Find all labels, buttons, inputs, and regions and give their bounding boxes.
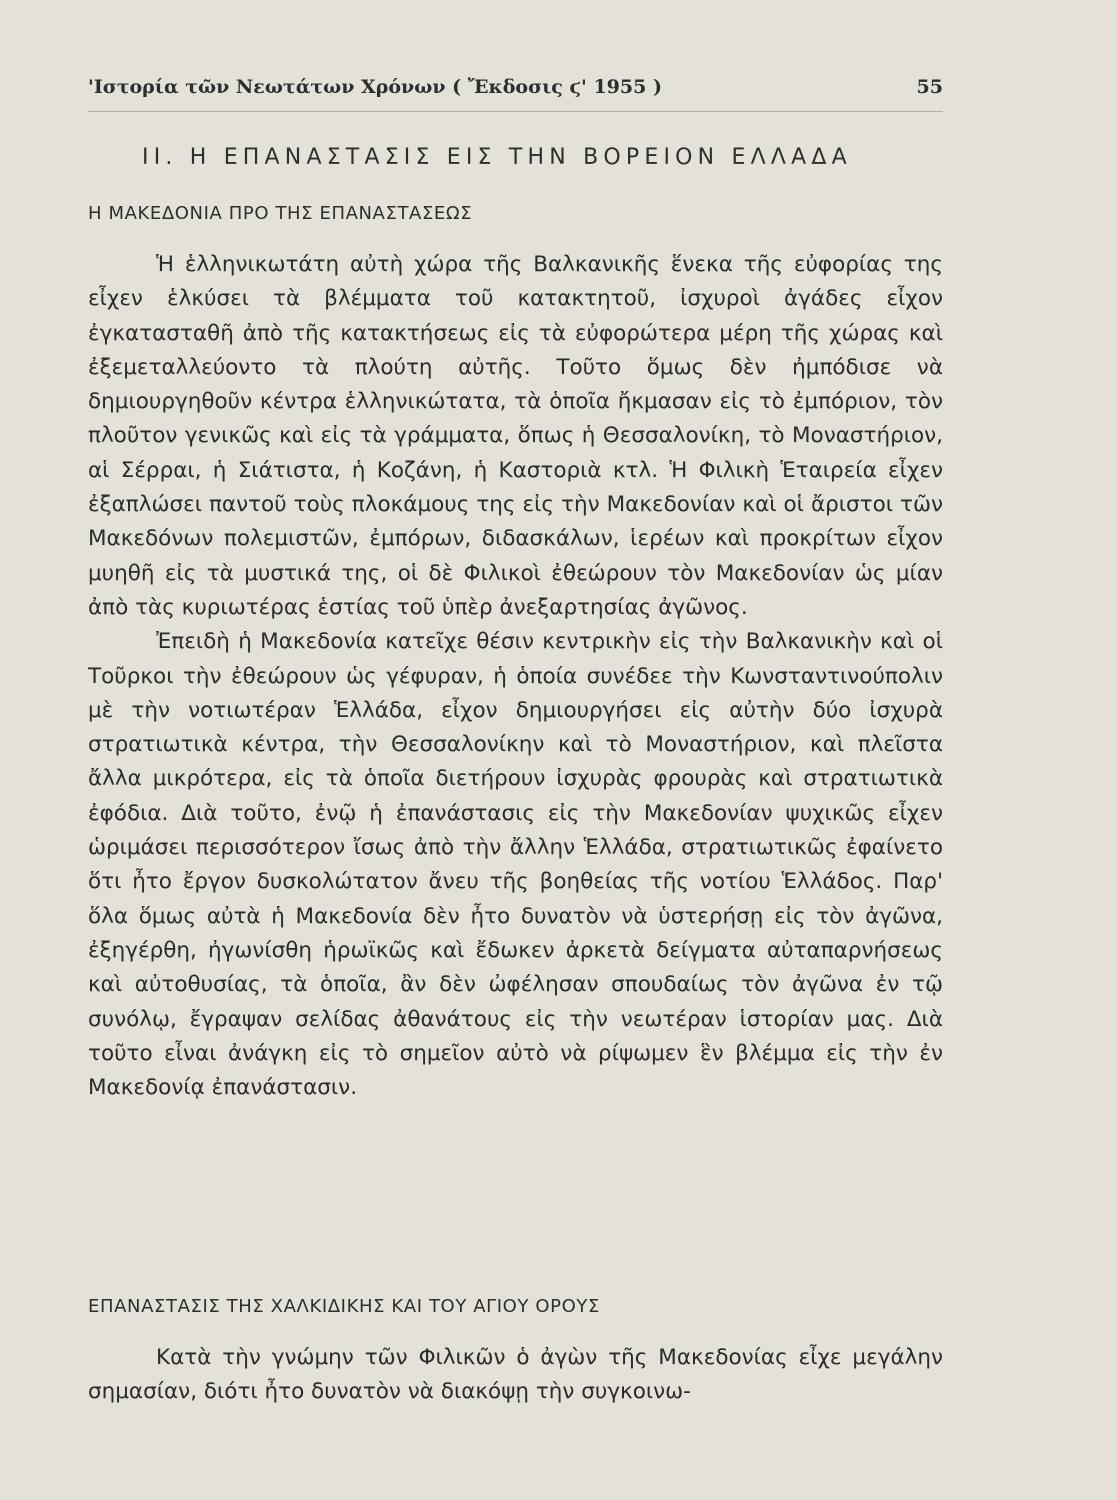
section-heading-macedonia: Η ΜΑΚΕΔΟΝΙΑ ΠΡΟ ΤΗΣ ΕΠΑΝΑΣΤΑΣΕΩΣ [88,203,473,224]
paragraph: Κατὰ τὴν γνώμην τῶν Φιλικῶν ὁ ἀγὼν τῆς Μακεδονίας εἶχε μεγάλην σημασίαν, διότι ἦτο δυνατὸν νὰ διακόψῃ τὴν συγκοινω- [88,1345,943,1405]
running-title: 'Ιστορία τῶν Νεωτάτων Χρόνων ( Ἔκδοσις ϛ' 1955 ) [88,76,662,98]
section-body-macedonia [88,248,943,1105]
page-number: 55 [916,76,943,98]
running-head [88,76,943,106]
section-heading-chalkidiki: ΕΠΑΝΑΣΤΑΣΙΣ ΤΗΣ ΧΑΛΚΙΔΙΚΗΣ ΚΑΙ ΤΟΥ ΑΓΙΟΥ ΟΡΟΥΣ [88,1296,600,1317]
header-divider [88,111,943,112]
section-body-chalkidiki [88,1341,943,1410]
paragraph: Ἐπειδὴ ἡ Μακεδονία κατεῖχε θέσιν κεντρικὴν εἰς τὴν Βαλκανικὴν καὶ οἱ Τοῦρκοι τὴν ἐθεώρουν ὡς γέφυραν, ἡ ὁποία συνέδεε τὴν Κωνσταντινούπολιν μὲ τὴν νοτιωτέραν Ἑλλάδα, εἶχον δημιουργήσει εἰς αὐτὴν δύο ἰσχυρὰ στρατιωτικὰ κέντρα, τὴν Θεσσαλονίκην καὶ τὸ Μοναστήριον, καὶ πλεῖστα ἄλλα μικρότερα, εἰς τὰ ὁποῖα διετήρουν ἰσχυρὰς φρουρὰς καὶ στρατιωτικὰ ἐφόδια. Διὰ τοῦτο, ἐνῷ ἡ ἐπανάστασις εἰς τὴν Μακεδονίαν ψυχικῶς εἶχεν ὡριμάσει περισσότερον ἴσως ἀπὸ τὴν ἄλλην Ἑλλάδα, στρατιωτικῶς ἐφαίνετο ὅτι ἦτο ἔργον δυσκολώτατον ἄνευ τῆς βοηθείας τῆς νοτίου Ἑλλάδος. Παρ' ὅλα ὅμως αὐτὰ ἡ Μακεδονία δὲν ἦτο δυνατὸν νὰ ὑστερήσῃ εἰς τὸν ἀγῶνα, ἐξηγέρθη, ἠγωνίσθη ἡρωϊκῶς καὶ ἔδωκεν ἀρκετὰ δείγματα αὐταπαρνήσεως καὶ αὐτοθυσίας, τὰ ὁποῖα, ἂν δὲν ὠφέλησαν σπουδαίως τὸν ἀγῶνα ἐν τῷ συνόλῳ, ἔγραψαν σελίδας ἀθανάτους εἰς τὴν νεωτέραν ἱστορίαν μας. Διὰ τοῦτο εἶναι ἀνάγκη εἰς τὸ σημεῖον αὐτὸ νὰ ρίψωμεν ἓν βλέμμα εἰς τὴν ἐν Μακεδονίᾳ ἐπανάστασιν. [88,629,943,1101]
paragraph: Ἡ ἑλληνικωτάτη αὐτὴ χώρα τῆς Βαλκανικῆς ἕνεκα τῆς εὐφορίας της εἶχεν ἑλκύσει τὰ βλέμματα τοῦ κατακτητοῦ, ἰσχυροὶ ἀγάδες εἶχον ἐγκατασταθῆ ἀπὸ τῆς κατακτήσεως εἰς τὰ εὐφορώτερα μέρη τῆς χώρας καὶ ἐξεμεταλλεύοντο τὰ πλούτη αὐτῆς. Τοῦτο ὅμως δὲν ἠμπόδισε νὰ δημιουργηθοῦν κέντρα ἑλληνικώτατα, τὰ ὁποῖα ἤκμασαν εἰς τὸ ἐμπόριον, τὸν πλοῦτον γενικῶς καὶ εἰς τὰ γράμματα, ὅπως ἡ Θεσσαλονίκη, τὸ Μοναστήριον, αἱ Σέρραι, ἡ Σιάτιστα, ἡ Κοζάνη, ἡ Καστοριὰ κτλ. Ἡ Φιλικὴ Ἑταιρεία εἶχεν ἐξαπλώσει παντοῦ τοὺς πλοκάμους της εἰς τὴν Μακεδονίαν καὶ οἱ ἄριστοι τῶν Μακεδόνων πολεμιστῶν, ἐμπόρων, διδασκάλων, ἱερέων καὶ προκρίτων εἶχον μυηθῆ εἰς τὰ μυστικά της, οἱ δὲ Φιλικοὶ ἐθεώρουν τὸν Μακεδονίαν ὡς μίαν ἀπὸ τὰς κυριωτέρας ἑστίας τοῦ ὑπὲρ ἀνεξαρτησίας ἀγῶνος. [88,252,943,620]
chapter-title: ΙΙ. Η ΕΠΑΝΑΣΤΑΣΙΣ ΕΙΣ ΤΗΝ ΒΟΡΕΙΟΝ ΕΛΛΑΔΑ [142,145,852,170]
